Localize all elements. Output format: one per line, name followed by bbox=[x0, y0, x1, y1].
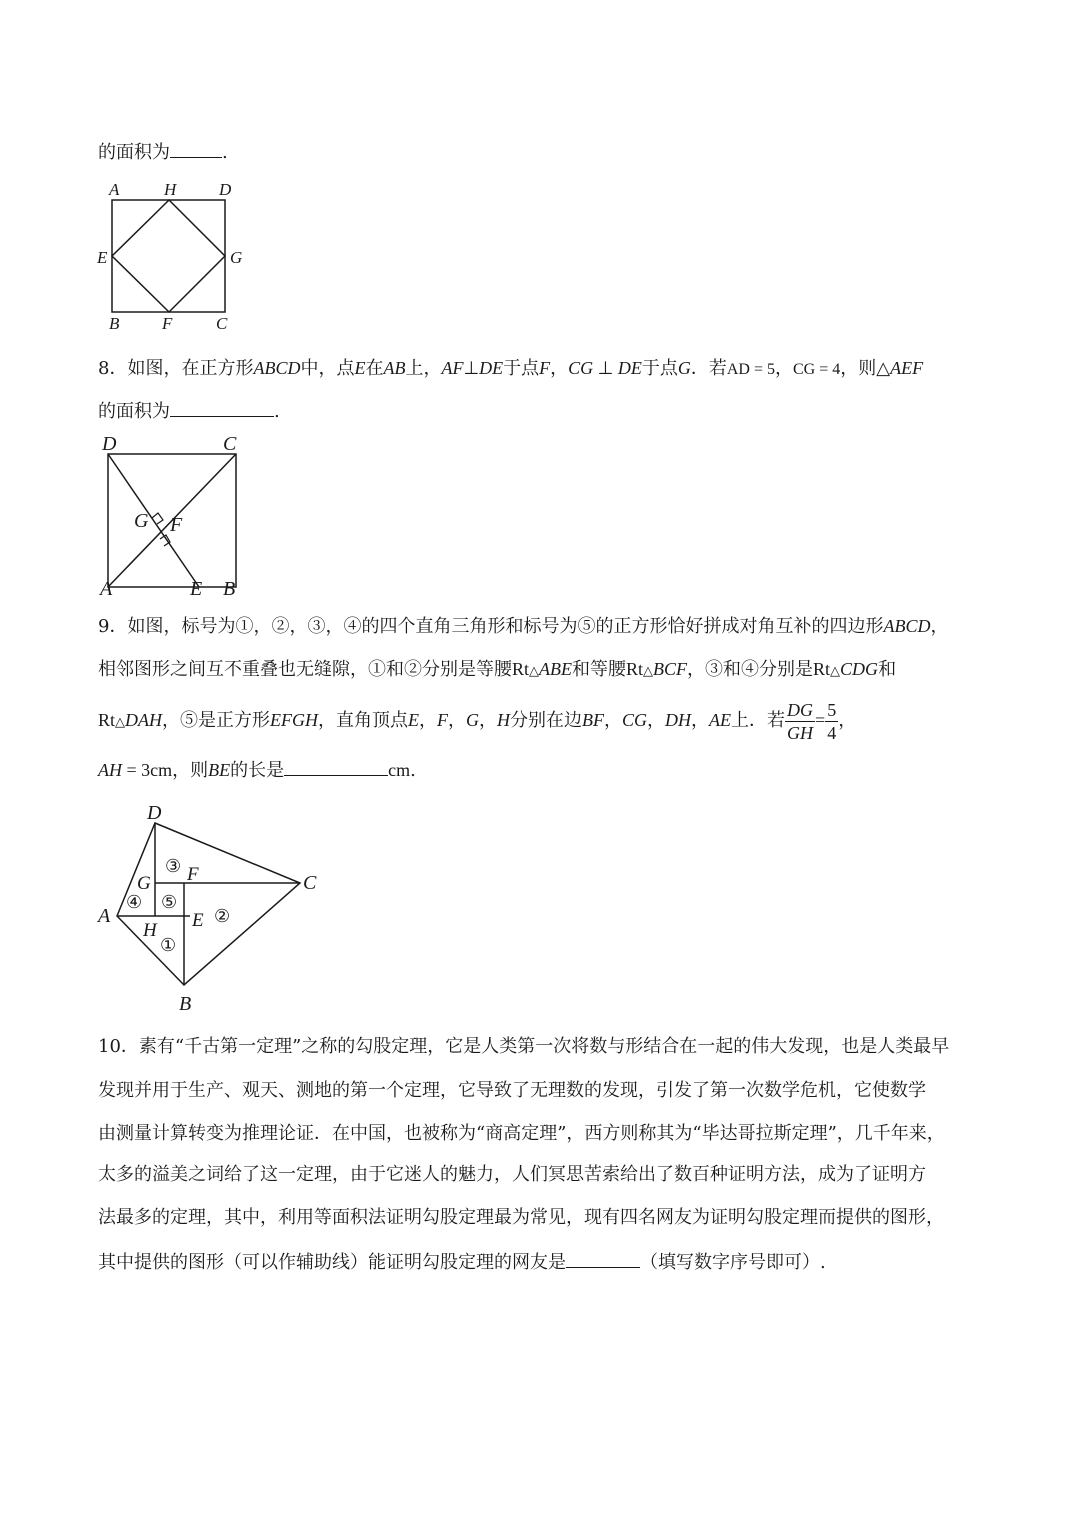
q9-line-3: Rt△DAH，⑤是正方形EFGH，直角顶点E，F，G，H分别在边BF，CG，DH，AE上．若 $\frac{DG}{GH}$ = $\frac{5}{4}$ ， bbox=[98, 699, 857, 743]
inner-square bbox=[112, 200, 225, 312]
q10-line-4: 太多的溢美之词给了这一定理，由于它迷人的魅力，人们冥思苦索给出了数百种证明方法，成为了证明方 bbox=[98, 1164, 926, 1185]
q10-line-3: 由测量计算转变为推理论证．在中国，也被称为“商高定理”，西方则称其为“毕达哥拉斯定理”，几千年来， bbox=[98, 1123, 945, 1144]
label-A: A bbox=[98, 905, 111, 927]
q9-line-4: AH = 3cm，则BE的长是 cm. bbox=[98, 757, 416, 783]
circled-5: ⑤ bbox=[161, 892, 178, 913]
q9-answer-blank[interactable] bbox=[284, 757, 388, 776]
label-E: E bbox=[192, 910, 204, 931]
outer-square bbox=[112, 200, 225, 312]
quadrilateral-ABCD bbox=[117, 823, 300, 985]
fraction-5-4: $\frac{5}{4}$ bbox=[827, 699, 837, 743]
label-H: H bbox=[164, 180, 177, 199]
q8-line-1: 8．如图，在正方形ABCD中，点E在AB上，AF⊥DE于点F，CG ⊥ DE于点G．若AD = 5，CG = 4，则△AEF bbox=[98, 358, 924, 379]
label-B: B bbox=[109, 314, 120, 333]
circled-2: ② bbox=[214, 906, 231, 927]
q9-line-1: 9．如图，标号为①，②，③，④的四个直角三角形和标号为⑤的正方形恰好拼成对角互补的四边形ABCD， bbox=[98, 616, 949, 637]
label-D: D bbox=[219, 180, 232, 199]
q10-line-2: 发现并用于生产、观天、测地的第一个定理，它导致了无理数的发现，引发了第一次数学危机，它使数学 bbox=[98, 1080, 926, 1101]
q10-line-5: 法最多的定理，其中，利用等面积法证明勾股定理最为常见，现有四名网友为证明勾股定理而提供的图形， bbox=[98, 1207, 944, 1228]
q10-line-1: 10．素有“千古第一定理”之称的勾股定理，它是人类第一次将数与形结合在一起的伟大发现，也是人类最早 bbox=[98, 1036, 950, 1057]
q8-line-2: 的面积为 . bbox=[98, 398, 280, 424]
right-angle-G bbox=[152, 513, 163, 524]
label-F: F bbox=[170, 514, 183, 536]
label-F: F bbox=[187, 864, 199, 885]
label-C: C bbox=[223, 433, 237, 455]
label-B: B bbox=[179, 993, 192, 1015]
label-G: G bbox=[230, 248, 243, 267]
q9-figure bbox=[95, 800, 335, 1015]
q8-answer-blank[interactable] bbox=[170, 398, 274, 417]
label-G: G bbox=[134, 510, 149, 532]
q7-figure bbox=[95, 178, 255, 338]
circled-4: ④ bbox=[126, 892, 143, 913]
label-E: E bbox=[97, 248, 108, 267]
label-E: E bbox=[190, 578, 203, 600]
q10-line-6: 其中提供的图形（可以作辅助线）能证明勾股定理的网友是 （填写数字序号即可）. bbox=[98, 1249, 826, 1275]
label-G: G bbox=[137, 873, 151, 894]
q9-line-2: 相邻图形之间互不重叠也无缝隙，①和②分别是等腰Rt△ABE和等腰Rt△BCF，③和④分别是Rt△CDG和 bbox=[98, 659, 897, 680]
q7-answer-blank[interactable] bbox=[170, 139, 222, 158]
label-C: C bbox=[303, 872, 317, 894]
circled-3: ③ bbox=[165, 856, 182, 877]
fraction-DG-GH: $\frac{DG}{GH}$ bbox=[787, 699, 814, 743]
label-A: A bbox=[109, 180, 120, 199]
label-D: D bbox=[147, 802, 162, 824]
label-B: B bbox=[223, 578, 236, 600]
segment-DE bbox=[108, 454, 199, 587]
label-F: F bbox=[162, 314, 173, 333]
q7-answer-line: 的面积为 . bbox=[98, 139, 228, 165]
label-H: H bbox=[143, 920, 157, 941]
label-A: A bbox=[100, 578, 113, 600]
q8-figure bbox=[100, 432, 260, 602]
q10-answer-blank[interactable] bbox=[566, 1249, 640, 1268]
circled-1: ① bbox=[160, 935, 177, 956]
label-C: C bbox=[216, 314, 228, 333]
label-D: D bbox=[102, 433, 117, 455]
